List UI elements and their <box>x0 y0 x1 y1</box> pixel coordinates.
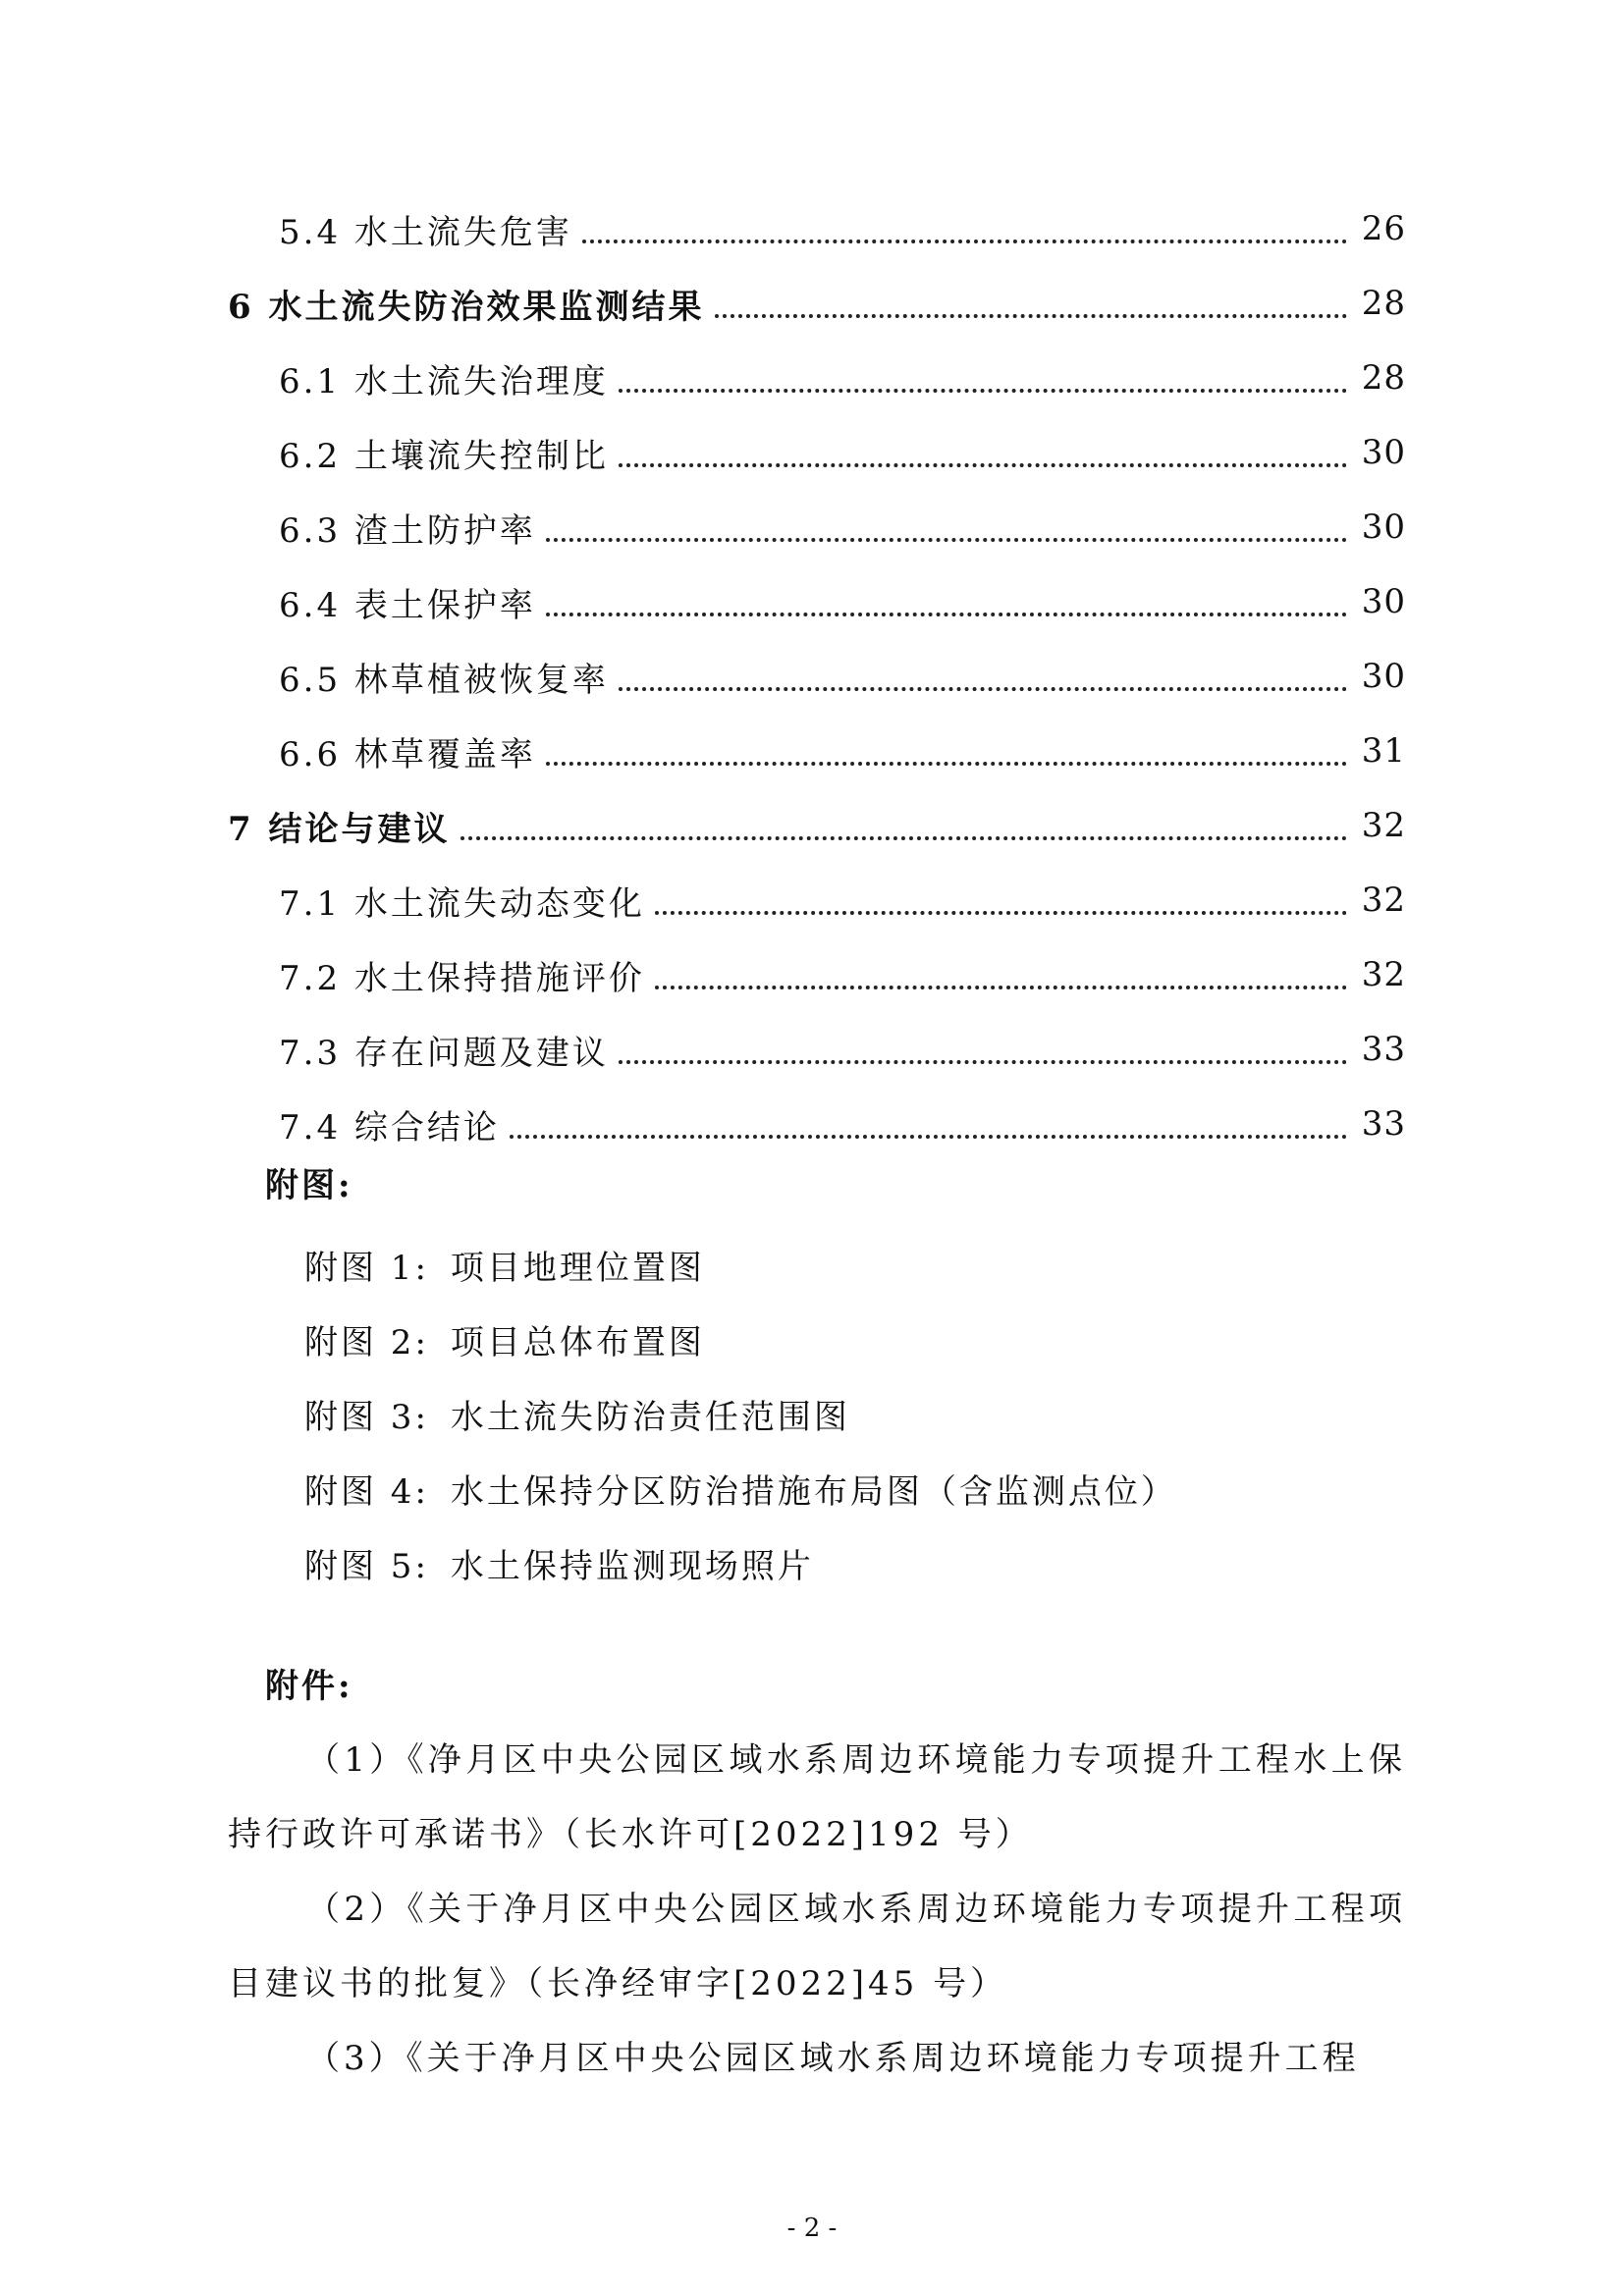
attachment-item: （3）《关于净月区中央公园区域水系周边环境能力专项提升工程 <box>306 2039 1360 2078</box>
figure-number: 附图 5: <box>304 1546 429 1586</box>
toc-entry-page: 33 <box>1361 1030 1406 1069</box>
toc-entry[interactable] <box>228 490 1406 564</box>
toc-entry[interactable] <box>228 937 1406 1012</box>
toc-entry-page: 30 <box>1361 433 1406 472</box>
figures-list <box>304 1227 1384 1600</box>
figures-heading: 附图: <box>265 1166 353 1205</box>
toc-entry-label: 7.1 水土流失动态变化 <box>279 877 651 925</box>
toc-entry[interactable] <box>228 788 1406 863</box>
toc-leader-dots <box>619 1027 1347 1064</box>
toc-leader-dots <box>460 803 1348 840</box>
toc-entry-label: 7.2 水土保持措施评价 <box>279 951 651 999</box>
toc-leader-dots <box>655 878 1347 915</box>
toc-leader-dots <box>619 430 1347 467</box>
attachment-item: （1）《净月区中央公园区域水系周边环境能力专项提升工程水上保持行政许可承诺书》（长水许可[2022]192 号） <box>228 1740 1406 1854</box>
toc-leader-dots <box>655 952 1347 989</box>
toc-entry-label: 6.3 渣土防护率 <box>279 504 542 552</box>
page-number: - 2 - <box>786 2214 838 2243</box>
toc-entry-page: 30 <box>1361 507 1406 547</box>
attachments-heading: 附件: <box>265 1667 353 1706</box>
attachment-item: （2）《关于净月区中央公园区域水系周边环境能力专项提升工程项目建议书的批复》（长净经审字[2022]45 号） <box>228 1890 1406 2003</box>
figure-item[interactable] <box>304 1227 1384 1302</box>
toc-entry-page: 32 <box>1361 881 1406 920</box>
toc-entry-page: 28 <box>1361 358 1406 398</box>
toc-entry[interactable] <box>228 266 1406 341</box>
toc-entry[interactable] <box>228 639 1406 714</box>
figure-item[interactable] <box>304 1376 1384 1451</box>
toc-leader-dots <box>619 654 1347 691</box>
figure-number: 附图 2: <box>304 1322 429 1362</box>
figure-number: 附图 4: <box>304 1471 429 1512</box>
toc-entry-label: 6.5 林草植被恢复率 <box>279 653 615 701</box>
toc-leader-dots <box>546 579 1347 616</box>
figure-title: 项目总体布置图 <box>450 1322 705 1362</box>
toc-entry-label: 7 结论与建议 <box>228 802 457 850</box>
toc-leader-dots <box>510 1101 1347 1139</box>
toc-entry-label: 6 水土流失防治效果监测结果 <box>228 280 711 328</box>
toc-entry[interactable] <box>228 415 1406 490</box>
toc-entry[interactable] <box>228 1012 1406 1087</box>
toc-leader-dots <box>546 728 1347 766</box>
toc-entry[interactable] <box>228 341 1406 415</box>
toc-entry-label: 6.6 林草覆盖率 <box>279 727 542 775</box>
figure-title: 水土流失防治责任范围图 <box>450 1397 850 1437</box>
toc-leader-dots <box>619 355 1347 393</box>
toc-entry-page: 33 <box>1361 1104 1406 1144</box>
toc-entry-label: 5.4 水土流失危害 <box>279 205 578 253</box>
figure-item[interactable] <box>304 1525 1384 1600</box>
figure-title: 项目地理位置图 <box>450 1248 705 1288</box>
toc-entry-label: 7.4 综合结论 <box>279 1100 506 1148</box>
toc-entry-page: 30 <box>1361 582 1406 621</box>
figure-title: 水土保持分区防治措施布局图（含监测点位） <box>450 1471 1177 1512</box>
toc-entry[interactable] <box>228 714 1406 788</box>
toc-leader-dots <box>582 206 1347 243</box>
table-of-contents <box>228 191 1406 1161</box>
toc-leader-dots <box>546 505 1347 542</box>
toc-entry-page: 32 <box>1361 955 1406 994</box>
toc-entry-label: 7.3 存在问题及建议 <box>279 1026 615 1074</box>
figure-number: 附图 1: <box>304 1248 429 1288</box>
figure-title: 水土保持监测现场照片 <box>450 1546 814 1586</box>
toc-entry-page: 28 <box>1361 284 1406 323</box>
toc-entry[interactable] <box>228 863 1406 937</box>
figure-item[interactable] <box>304 1451 1384 1525</box>
figure-number: 附图 3: <box>304 1397 429 1437</box>
toc-entry-label: 6.2 土壤流失控制比 <box>279 429 615 477</box>
toc-entry-page: 31 <box>1361 731 1406 771</box>
attachments-list <box>228 1723 1406 2096</box>
toc-entry[interactable] <box>228 1087 1406 1161</box>
toc-entry-page: 30 <box>1361 657 1406 696</box>
toc-entry[interactable] <box>228 191 1406 266</box>
toc-entry-page: 26 <box>1361 209 1406 248</box>
toc-entry-label: 6.1 水土流失治理度 <box>279 354 615 402</box>
toc-leader-dots <box>715 281 1348 318</box>
toc-entry[interactable] <box>228 564 1406 639</box>
toc-entry-page: 32 <box>1361 806 1406 845</box>
toc-entry-label: 6.4 表土保护率 <box>279 578 542 626</box>
figure-item[interactable] <box>304 1302 1384 1376</box>
